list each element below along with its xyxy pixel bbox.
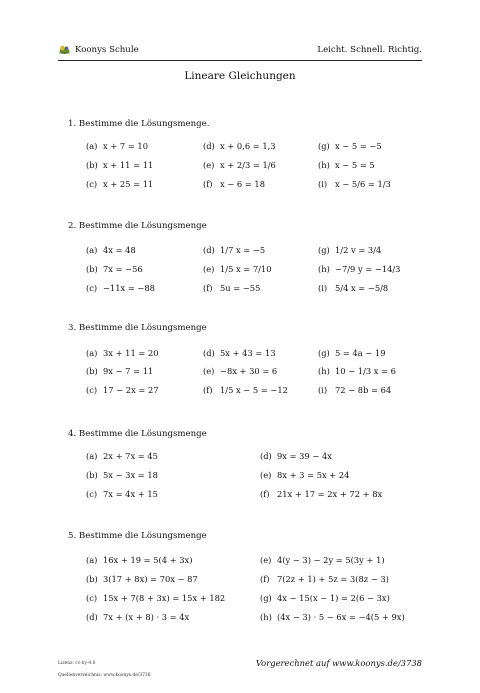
exercise-item: (e) 4(y − 3) − 2y = 5(3y + 1): [260, 555, 385, 565]
exercise-item: (g) x − 5 = −5: [318, 141, 382, 151]
source-link[interactable]: Quellenverzeichnis: www.koonys.de/3738: [58, 673, 151, 678]
koonys-logo-icon: [58, 44, 71, 55]
exercise-item: (a) 16x + 19 = 5(4 + 3x): [86, 555, 193, 565]
exercise-item: (g) 5 = 4a − 19: [318, 348, 386, 358]
exercise-item: (d) 9x = 39 − 4x: [260, 451, 332, 461]
exercise-item: (f) 5u = −55: [203, 283, 261, 293]
exercise-item: (b) x + 11 = 11: [86, 160, 154, 170]
exercise-item: (i) x − 5/6 = 1/3: [318, 179, 391, 189]
page-header: [58, 44, 422, 60]
exercise-item: (c) 15x + 7(8 + 3x) = 15x + 182: [86, 593, 226, 603]
exercise-item: (h) (4x − 3) · 5 − 6x = −4(5 + 9x): [260, 612, 405, 622]
section-5-heading: 5. Bestimme die Lösungsmenge: [68, 531, 207, 541]
exercise-item: (f) 21x + 17 = 2x + 72 + 8x: [260, 489, 383, 499]
exercise-item: (a) 2x + 7x = 45: [86, 451, 158, 461]
exercise-item: (d) 1/7 x = −5: [203, 245, 266, 255]
exercise-item: (g) 4x − 15(x − 1) = 2(6 − 3x): [260, 593, 390, 603]
exercise-item: (i) 5/4 x = −5/8: [318, 283, 389, 293]
section-4-heading: 4. Bestimme die Lösungsmenge: [68, 429, 207, 439]
exercise-item: (d) 7x + (x + 8) · 3 = 4x: [86, 612, 190, 622]
exercise-item: (b) 3(17 + 8x) = 70x − 87: [86, 574, 198, 584]
exercise-item: (a) 4x = 48: [86, 245, 136, 255]
exercise-item: (f) 1/5 x − 5 = −12: [203, 385, 288, 395]
exercise-item: (c) 7x = 4x + 15: [86, 489, 158, 499]
exercise-item: (h) 10 − 1/3 x = 6: [318, 366, 396, 376]
exercise-item: (d) 5x + 43 = 13: [203, 348, 276, 358]
license-note: Lizenz: cc-by-4.0: [58, 661, 96, 666]
exercise-item: (h) −7/9 y = −14/3: [318, 264, 401, 274]
exercise-item: (g) 1/2 v = 3/4: [318, 245, 382, 255]
brand-name: Koonys Schule: [75, 45, 139, 55]
exercise-item: (h) x − 5 = 5: [318, 160, 375, 170]
solution-link[interactable]: Vorgerechnet auf www.koonys.de/3738: [255, 658, 422, 668]
exercise-item: (f) x − 6 = 18: [203, 179, 265, 189]
exercise-item: (e) x + 2/3 = 1/6: [203, 160, 276, 170]
exercise-item: (d) x + 0,6 = 1,3: [203, 141, 276, 151]
exercise-item: (e) −8x + 30 = 6: [203, 366, 278, 376]
exercise-item: (f) 7(2z + 1) + 5z = 3(8z − 3): [260, 574, 389, 584]
section-1-heading: 1. Bestimme die Lösungsmenge.: [68, 119, 210, 129]
slogan: Leicht. Schnell. Richtig.: [317, 45, 422, 55]
exercise-item: (e) 1/5 x = 7/10: [203, 264, 272, 274]
exercise-item: (b) 9x − 7 = 11: [86, 366, 154, 376]
exercise-item: (c) −11x = −88: [86, 283, 155, 293]
exercise-item: (b) 5x − 3x = 18: [86, 470, 158, 480]
section-3-heading: 3. Bestimme die Lösungsmenge: [68, 323, 207, 333]
exercise-item: (b) 7x = −56: [86, 264, 143, 274]
exercise-item: (i) 72 − 8b = 64: [318, 385, 392, 395]
header-divider: [58, 60, 422, 61]
page-title: Lineare Gleichungen: [184, 70, 296, 82]
exercise-item: (e) 8x + 3 = 5x + 24: [260, 470, 350, 480]
section-2-heading: 2. Bestimme die Lösungsmenge: [68, 221, 207, 231]
exercise-item: (c) x + 25 = 11: [86, 179, 154, 189]
exercise-item: (a) x + 7 = 10: [86, 141, 148, 151]
exercise-item: (a) 3x + 11 = 20: [86, 348, 159, 358]
exercise-item: (c) 17 − 2x = 27: [86, 385, 159, 395]
